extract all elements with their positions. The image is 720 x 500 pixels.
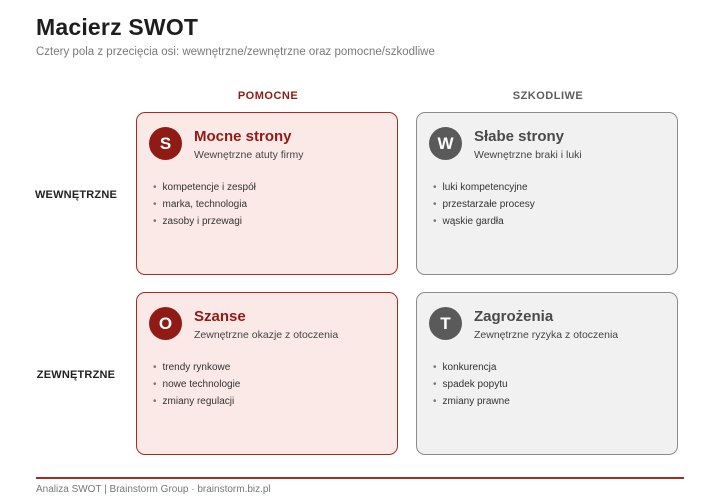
strengths-list bbox=[153, 179, 256, 230]
quadrant-strengths bbox=[136, 112, 398, 275]
column-header-harmful: SZKODLIWE bbox=[512, 90, 584, 102]
threats-list bbox=[433, 359, 510, 410]
opportunities-letter-badge: O bbox=[149, 307, 182, 340]
list-item: • kompetencje i zespół bbox=[153, 179, 256, 196]
opportunities-list bbox=[153, 359, 240, 410]
row-header-internal: WEWNĘTRZNE bbox=[34, 189, 118, 201]
list-item: • nowe technologie bbox=[153, 376, 240, 393]
weaknesses-list bbox=[433, 179, 535, 230]
list-item: • zmiany prawne bbox=[433, 393, 510, 410]
threats-subtitle: Zewnętrzne ryzyka z otoczenia bbox=[474, 329, 619, 341]
column-header-helpful: POMOCNE bbox=[237, 90, 299, 102]
opportunities-title: Szanse bbox=[194, 308, 246, 325]
list-item: • wąskie gardła bbox=[433, 213, 535, 230]
list-item: • marka, technologia bbox=[153, 196, 256, 213]
opportunities-subtitle: Zewnętrzne okazje z otoczenia bbox=[194, 329, 339, 341]
list-item: • zasoby i przewagi bbox=[153, 213, 256, 230]
list-item: • spadek popytu bbox=[433, 376, 510, 393]
row-header-external: ZEWNĘTRZNE bbox=[36, 369, 116, 381]
footer-divider bbox=[36, 477, 684, 479]
strengths-letter-badge: S bbox=[149, 127, 182, 160]
weaknesses-subtitle: Wewnętrzne braki i luki bbox=[474, 149, 582, 161]
strengths-title: Mocne strony bbox=[194, 128, 292, 145]
list-item: • przestarzałe procesy bbox=[433, 196, 535, 213]
list-item: • luki kompetencyjne bbox=[433, 179, 535, 196]
list-item: • konkurencja bbox=[433, 359, 510, 376]
weaknesses-title: Słabe strony bbox=[474, 128, 565, 145]
weaknesses-letter-badge: W bbox=[429, 127, 462, 160]
footer-text: Analiza SWOT | Brainstorm Group · brainstorm.biz.pl bbox=[36, 484, 271, 495]
page-subtitle: Cztery pola z przecięcia osi: wewnętrzne/zewnętrzne oraz pomocne/szkodliwe bbox=[36, 46, 435, 58]
quadrant-threats bbox=[416, 292, 678, 455]
list-item: • zmiany regulacji bbox=[153, 393, 240, 410]
quadrant-weaknesses bbox=[416, 112, 678, 275]
strengths-subtitle: Wewnętrzne atuty firmy bbox=[194, 149, 304, 161]
page-title: Macierz SWOT bbox=[36, 14, 199, 40]
list-item: • trendy rynkowe bbox=[153, 359, 240, 376]
threats-title: Zagrożenia bbox=[474, 308, 554, 325]
threats-letter-badge: T bbox=[429, 307, 462, 340]
quadrant-opportunities bbox=[136, 292, 398, 455]
